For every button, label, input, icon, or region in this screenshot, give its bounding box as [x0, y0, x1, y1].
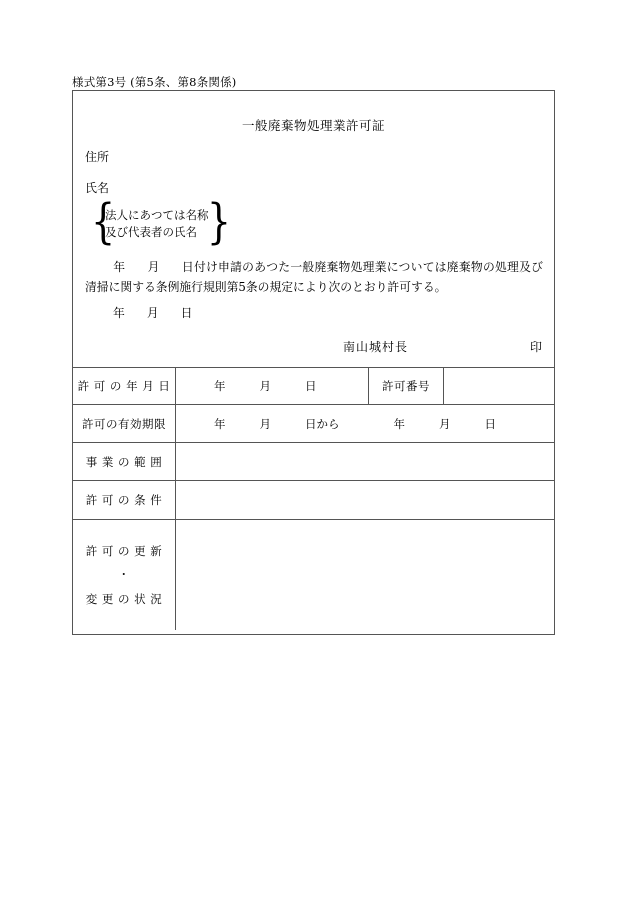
- table-row: [73, 405, 554, 443]
- paragraph-year: 年: [113, 260, 126, 274]
- valid-to-year: 年: [393, 416, 405, 431]
- row-value-permit-conditions[interactable]: [176, 481, 555, 520]
- renewal-label-line-2: ・: [118, 567, 130, 581]
- brace-left-glyph: {: [91, 193, 116, 249]
- row-label-renewal-change: [73, 520, 176, 630]
- brace-line-1: 法人にあつては名称: [105, 208, 209, 222]
- brace-right-glyph: }: [206, 193, 231, 249]
- issuer-name: 南山城村長: [343, 340, 409, 354]
- seal-mark: 印: [529, 340, 542, 354]
- table-row: [73, 368, 554, 405]
- renewal-label-line-3: 変 更 の 状 況: [85, 591, 163, 606]
- row-value-permit-number[interactable]: [444, 368, 555, 405]
- row-value-valid-period: [176, 405, 555, 443]
- table-row: [73, 481, 554, 520]
- valid-to-month: 月: [439, 416, 451, 431]
- row-label-permit-date: 許 可 の 年 月 日: [73, 368, 176, 405]
- name-label: 氏名: [85, 181, 110, 195]
- permit-date-month: 月: [259, 379, 271, 393]
- permit-date-day: 日: [305, 379, 317, 393]
- valid-from-month: 月: [259, 416, 271, 431]
- paragraph-day: 日: [181, 260, 194, 274]
- paragraph-month: 月: [147, 260, 160, 274]
- row-label-permit-number: 許可番号: [369, 368, 444, 405]
- table-row: [73, 443, 554, 481]
- permit-date-year: 年: [214, 379, 226, 393]
- corporate-name-brace: [91, 193, 231, 249]
- certificate-frame: [72, 90, 555, 635]
- row-label-permit-conditions: 許 可 の 条 件: [73, 481, 176, 520]
- table-row: [73, 520, 554, 630]
- row-value-business-scope[interactable]: [176, 443, 555, 481]
- issue-date-month: 月: [146, 306, 159, 320]
- application-paragraph: [85, 257, 543, 297]
- form-number: 様式第3号 (第5条、第8条関係): [72, 75, 237, 89]
- paragraph-text: 付け申請のあつた一般廃棄物処理業については廃棄物の処理及び清掃に関する条例施行規則第5条の規定により次のとおり許可する。: [85, 260, 543, 294]
- permit-details-table: [73, 367, 554, 630]
- row-label-business-scope: 事 業 の 範 囲: [73, 443, 176, 481]
- address-label: 住所: [85, 150, 110, 164]
- issue-date-year: 年: [113, 306, 125, 320]
- brace-line-2: 及び代表者の氏名: [105, 225, 197, 239]
- row-value-renewal-change[interactable]: [176, 520, 555, 630]
- valid-from-year: 年: [214, 416, 226, 431]
- renewal-label-line-1: 許 可 の 更 新: [85, 543, 163, 558]
- row-label-valid-period: 許可の有効期限: [73, 405, 176, 443]
- valid-from-day: 日から: [305, 416, 340, 431]
- valid-to-day: 日: [484, 416, 496, 431]
- brace-text: [105, 207, 209, 241]
- row-value-permit-date: [176, 368, 369, 405]
- document-title: 一般廃棄物処理業許可証: [241, 118, 385, 133]
- issue-date-day: 日: [180, 306, 193, 320]
- issue-date-line: [85, 304, 192, 321]
